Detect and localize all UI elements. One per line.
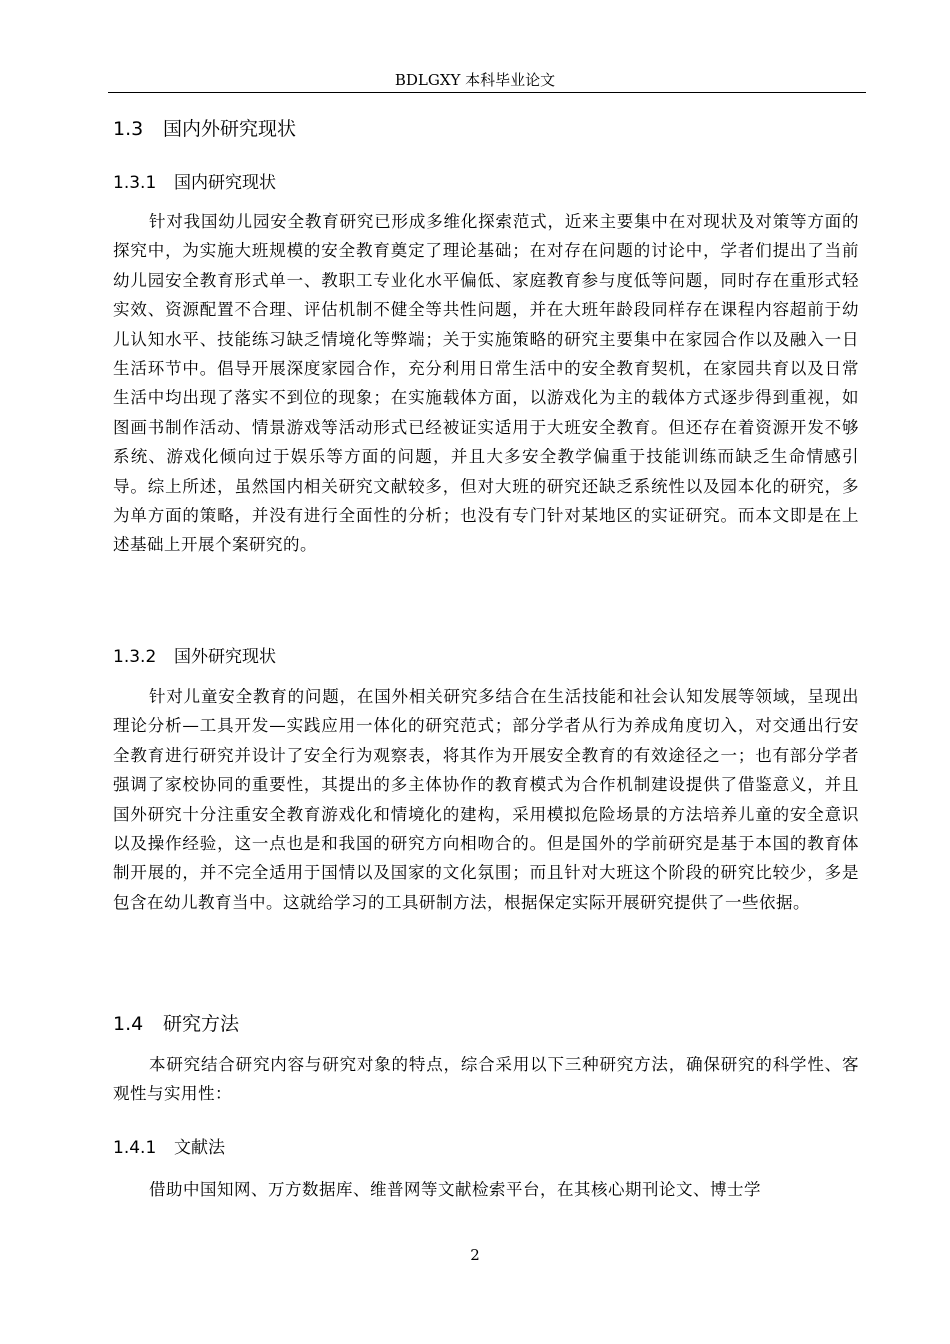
subsection-title: 国外研究现状 <box>174 647 276 667</box>
section-title: 国内外研究现状 <box>163 118 297 140</box>
running-header: BDLGXY 本科毕业论文 <box>394 71 556 89</box>
subsection-heading-1-3-1 <box>113 172 276 194</box>
paragraph-literature-method: 借助中国知网、万方数据库、维普网等文献检索平台，在其核心期刊论文、博士学 <box>149 1180 761 1199</box>
page-number: 2 <box>470 1246 480 1264</box>
paragraph-foreign-research: 针对儿童安全教育的问题，在国外相关研究多结合在生活技能和社会认知发展等领域，呈现出理论分析—工具开发—实践应用一体化的研究范式；部分学者从行为养成角度切入，对交通出行安全教育进行研究并设计了安全行为观察表，将其作为开展安全教育的有效途径之一；也有部分学者强调了家校协同的重要性，其提出的多主体协作的教育模式为合作机制建设提供了借鉴意义，并且国外研究十分注重安全教育游戏化和情境化的建构，采用模拟危险场景的方法培养儿童的安全意识以及操作经验，这一点也是和我国的研究方向相吻合的。但是国外的学前研究是基于本国的教育体制开展的，并不完全适用于国情以及国家的文化氛围；而且针对大班这个阶段的研究比较少，多是包含在幼儿教育当中。这就给学习的工具研制方法，根据保定实际开展研究提供了一些依据。 <box>113 687 859 912</box>
paragraph-research-methods: 本研究结合研究内容与研究对象的特点，综合采用以下三种研究方法，确保研究的科学性、客观性与实用性： <box>113 1055 859 1104</box>
section-number: 1.4 <box>113 1013 144 1035</box>
section-heading-1-4 <box>113 1012 239 1036</box>
subsection-heading-1-3-2 <box>113 646 276 668</box>
section-heading-1-3 <box>113 117 296 141</box>
subsection-number: 1.4.1 <box>113 1138 157 1158</box>
subsection-title: 文献法 <box>174 1138 225 1158</box>
subsection-title: 国内研究现状 <box>174 173 276 193</box>
subsection-number: 1.3.1 <box>113 173 157 193</box>
subsection-number: 1.3.2 <box>113 647 157 667</box>
header-rule <box>108 92 866 93</box>
subsection-heading-1-4-1 <box>113 1137 225 1159</box>
paragraph-domestic-research: 针对我国幼儿园安全教育研究已形成多维化探索范式，近来主要集中在对现状及对策等方面的探究中，为实施大班规模的安全教育奠定了理论基础；在对存在问题的讨论中，学者们提出了当前幼儿园安全教育形式单一、教职工专业化水平偏低、家庭教育参与度低等问题，同时存在重形式轻实效、资源配置不合理、评估机制不健全等共性问题，并在大班年龄段同样存在课程内容超前于幼儿认知水平、技能练习缺乏情境化等弊端；关于实施策略的研究主要集中在家园合作以及融入一日生活环节中。倡导开展深度家园合作，充分利用日常生活中的安全教育契机，在家园共育以及日常生活中均出现了落实不到位的现象；在实施载体方面，以游戏化为主的载体方式逐步得到重视，如图画书制作活动、情景游戏等活动形式已经被证实适用于大班安全教育。但还存在着资源开发不够系统、游戏化倾向过于娱乐等方面的问题，并且大多安全教学偏重于技能训练而缺乏生命情感引导。综上所述，虽然国内相关研究文献较多，但对大班的研究还缺乏系统性以及园本化的研究，多为单方面的策略，并没有进行全面性的分析；也没有专门针对某地区的实证研究。而本文即是在上述基础上开展个案研究的。 <box>113 212 859 555</box>
section-title: 研究方法 <box>163 1013 240 1035</box>
section-number: 1.3 <box>113 118 144 140</box>
